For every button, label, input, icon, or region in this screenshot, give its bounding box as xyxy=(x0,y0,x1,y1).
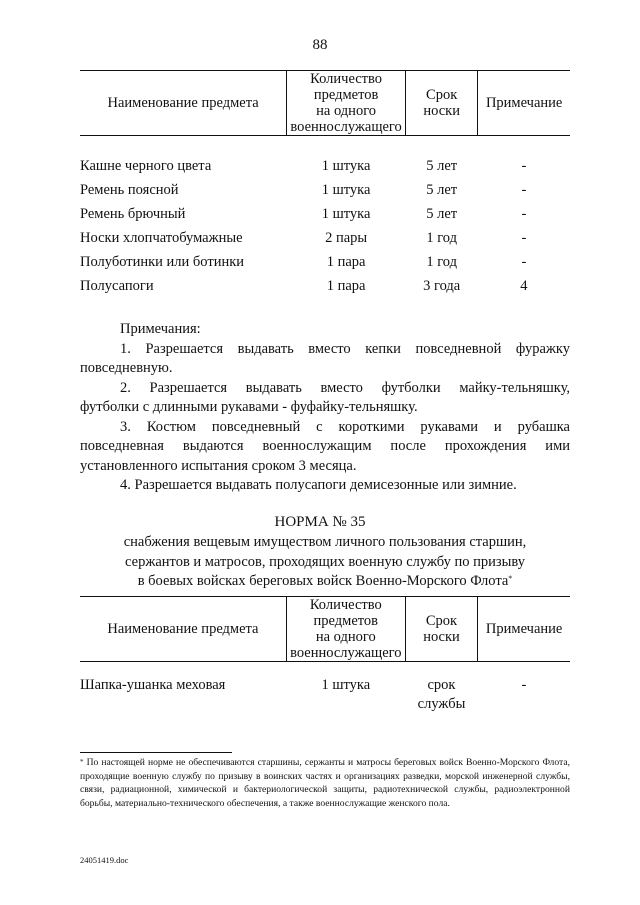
header-quantity: Количество предметов на одного военнослужащего xyxy=(286,597,405,662)
norma-title: НОРМА № 35 xyxy=(274,514,366,530)
items-table-2 xyxy=(80,596,570,714)
note-1-line-2: повседневную. xyxy=(80,360,173,376)
table-row: Ремень брючный 1 штука 5 лет - xyxy=(80,205,527,222)
table-row: Кашне черного цвета 1 штука 5 лет - xyxy=(80,157,527,174)
table-row: Ремень поясной 1 штука 5 лет - xyxy=(80,181,527,198)
notes-section xyxy=(80,320,570,496)
note-3-line-2: повседневная выдаются военнослужащим после прохождения ими xyxy=(80,438,570,454)
table-row: Полусапоги 1 пара 3 года 4 xyxy=(80,277,528,294)
table-row: Шапка-ушанка меховая 1 штука срок службы - xyxy=(80,677,527,712)
table-row: Носки хлопчатобумажные 2 пары 1 год - xyxy=(80,229,527,246)
header-note: Примечание xyxy=(478,71,570,136)
table-header-row xyxy=(80,597,570,662)
notes-heading: Примечания: xyxy=(120,321,201,337)
page-number: 88 xyxy=(312,37,328,53)
header-item-name: Наименование предмета xyxy=(80,71,287,136)
items-table-1 xyxy=(80,70,570,298)
note-2-line-2: футболки с длинными рукавами - фуфайку-тельняшку. xyxy=(80,399,418,415)
footnote-text: По настоящей норме не обеспечиваются старшины, сержанты и матросы береговых войск Военно-Морского Флота, проходящие военную службу по призыву в воинских частях и организациях разведки, морской инженерной службы, связи, радиационной, химической и бактериологической защиты, радиотехнической службы, радиоэлектронной борьбы, материально-технического обеспечения, а также военнослужащие женского пола. xyxy=(80,757,570,809)
footnote-reference: * xyxy=(508,574,513,583)
table-row: Полуботинки или ботинки 1 пара 1 год - xyxy=(80,253,527,270)
footnote-mark: * xyxy=(80,758,84,766)
note-2-line-1: 2. Разрешается выдавать вместо футболки майку-тельняшку, xyxy=(120,379,570,396)
document-filename: 24051419.doc xyxy=(80,855,129,865)
norma-subtitle: снабжения вещевым имуществом личного пользования старшин, сержантов и матросов, проходящих военную службу по призыву в боевых войсках береговых войск Военно-Морского Флота* xyxy=(123,534,527,589)
note-3-line-3: установленного испытания сроком 3 месяца. xyxy=(80,457,357,474)
note-4: 4. Разрешается выдавать полусапоги демисезонные или зимние. xyxy=(120,477,517,493)
header-term: Срок носки xyxy=(406,71,478,136)
header-term: Срок носки xyxy=(405,597,478,662)
header-quantity: Количество предметов на одного военнослужащего xyxy=(287,71,406,136)
header-note: Примечание xyxy=(478,597,570,662)
header-item-name: Наименование предмета xyxy=(80,597,286,662)
note-3-line-1: 3. Костюм повседневный с короткими рукавами и рубашка xyxy=(120,418,570,435)
footnote-divider xyxy=(80,752,232,753)
note-1-line-1: 1. Разрешается выдавать вместо кепки повседневной фуражку xyxy=(120,340,570,357)
footnote xyxy=(80,756,570,810)
table-header-row xyxy=(80,71,570,136)
